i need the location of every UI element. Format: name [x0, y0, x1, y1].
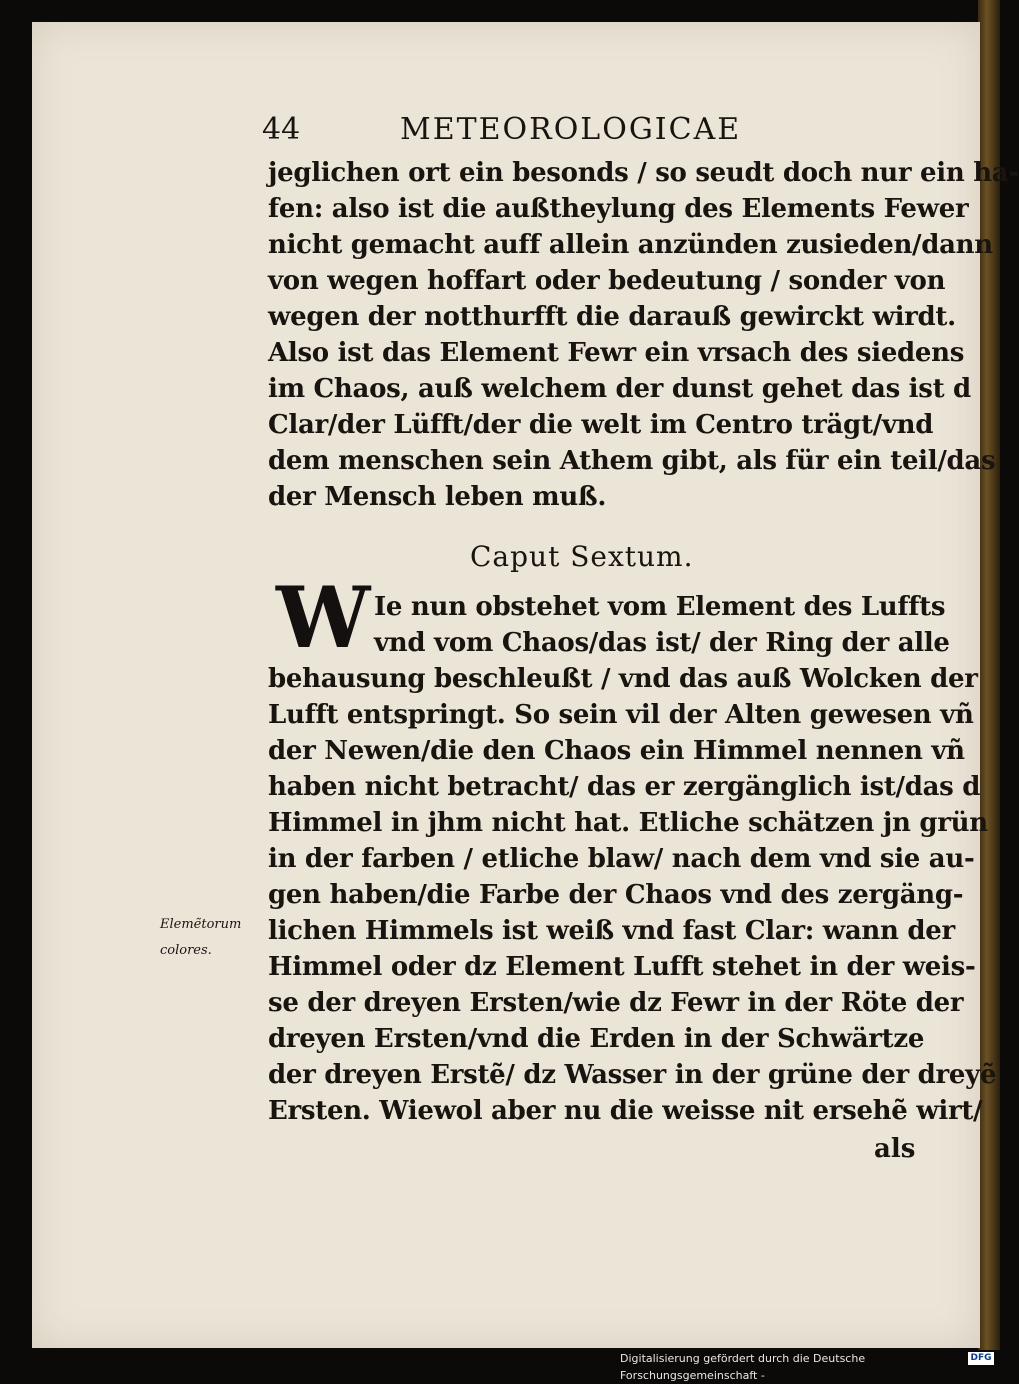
text-line: Lufft entspringt. So sein vil der Alten gewesen vñ: [268, 700, 974, 730]
text-line: gen haben/die Farbe der Chaos vnd des zergäng-: [268, 880, 964, 910]
text-line: jeglichen ort ein besonds / so seudt doch nur ein ha-: [268, 158, 1019, 188]
catchword: als: [874, 1134, 916, 1164]
text-line: Also ist das Element Fewr ein vrsach des siedens: [268, 338, 965, 368]
text-line: dem menschen sein Athem gibt, als für ein teil/das: [268, 446, 996, 476]
running-title: METEOROLOGICAE: [400, 112, 742, 147]
dfg-logo: DFG: [968, 1352, 994, 1365]
decorated-initial: W: [276, 568, 371, 667]
marginal-note-line: Elemẽtorum: [160, 917, 242, 932]
text-line: in der farben / etliche blaw/ nach dem vnd sie au-: [268, 844, 975, 874]
text-line: im Chaos, auß welchem der dunst gehet das ist d: [268, 374, 971, 404]
text-line: von wegen hoffart oder bedeutung / sonder von: [268, 266, 946, 296]
text-line: Clar/der Lüfft/der die welt im Centro trägt/vnd: [268, 410, 934, 440]
text-line: der dreyen Erstẽ/ dz Wasser in der grüne der dreyẽ: [268, 1060, 997, 1090]
text-line: wegen der notthurfft die darauß gewirckt wirdt.: [268, 302, 956, 332]
text-line: Ie nun obstehet vom Element des Luffts: [374, 592, 946, 622]
marginal-note-line: colores.: [160, 943, 212, 958]
text-line: Ersten. Wiewol aber nu die weisse nit ersehẽ wirt/: [268, 1096, 983, 1126]
marginal-note: [160, 912, 270, 964]
text-line: der Mensch leben muß.: [268, 482, 607, 512]
page-number: 44: [262, 112, 301, 147]
text-line: lichen Himmels ist weiß vnd fast Clar: wann der: [268, 916, 955, 946]
text-line: der Newen/die den Chaos ein Himmel nennen vñ: [268, 736, 965, 766]
text-line: nicht gemacht auff allein anzünden zusieden/dann: [268, 230, 993, 260]
text-line: Himmel in jhm nicht hat. Etliche schätzen jn grün: [268, 808, 988, 838]
credit-text: Digitalisierung gefördert durch die Deutsche Forschungsgemeinschaft -: [620, 1352, 866, 1382]
text-line: dreyen Ersten/vnd die Erden in der Schwärtze: [268, 1024, 925, 1054]
chapter-heading: Caput Sextum.: [470, 540, 694, 573]
text-line: haben nicht betracht/ das er zergänglich ist/das d: [268, 772, 981, 802]
text-line: Himmel oder dz Element Lufft stehet in der weis-: [268, 952, 976, 982]
book-edge: [978, 0, 1000, 1350]
text-line: se der dreyen Ersten/wie dz Fewr in der Röte der: [268, 988, 964, 1018]
text-line: fen: also ist die außtheylung des Elements Fewer: [268, 194, 969, 224]
text-line: behausung beschleußt / vnd das auß Wolcken der: [268, 664, 978, 694]
digitization-credit: [620, 1350, 1000, 1382]
running-head: [262, 110, 922, 156]
text-line: vnd vom Chaos/das ist/ der Ring der alle: [374, 628, 950, 658]
